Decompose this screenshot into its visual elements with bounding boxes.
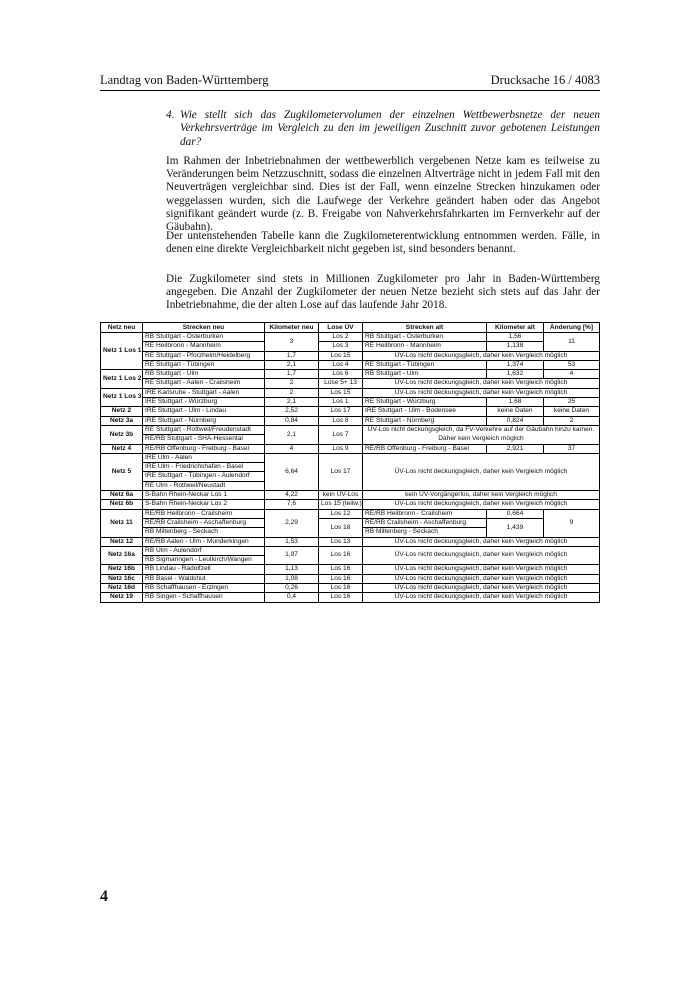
km-alt-cell: keine Daten bbox=[487, 407, 544, 416]
netz-cell: Netz 16d bbox=[101, 584, 143, 593]
netz-cell: Netz 3b bbox=[101, 425, 143, 444]
km-alt-cell: 1,632 bbox=[487, 370, 544, 379]
note-cell: ÜV-Los nicht deckungsgleich, daher kein Vergleich möglich bbox=[363, 351, 600, 360]
strecke-alt-cell: RE/RB Offenburg - Freiburg - Basel bbox=[363, 444, 487, 453]
table-row bbox=[101, 333, 600, 342]
km-cell: 2,1 bbox=[265, 398, 319, 407]
strecke-cell: RB Ulm - Aulendorf bbox=[143, 546, 265, 555]
table-row bbox=[101, 360, 600, 369]
strecke-alt-cell: RB Stuttgart - Ulm bbox=[363, 370, 487, 379]
los-cell: Los 17 bbox=[319, 453, 363, 490]
note-cell: ÜV-Los nicht deckungsgleich, daher kein Vergleich möglich bbox=[363, 565, 600, 574]
km-cell: 4,22 bbox=[265, 491, 319, 500]
km-alt-cell: 1,374 bbox=[487, 360, 544, 369]
strecke-cell: RB Basel - Waldshut bbox=[143, 574, 265, 583]
strecke-cell: IRE Stuttgart - Nürnberg bbox=[143, 416, 265, 425]
netz-cell: Netz 19 bbox=[101, 593, 143, 602]
strecke-cell: RB Sigmaringen - Leutkirch/Wangen bbox=[143, 556, 265, 565]
question-text: Wie stellt sich das Zugkilometervolumen der einzelnen Wettbewerbsnetze der neuen Verkehrsverträge im Vergleich zu den im jeweiligen Zuschnitt zuvor gebotenen Leistungen dar? bbox=[180, 109, 600, 148]
header-document-number: Drucksache 16 / 4083 bbox=[490, 73, 600, 87]
table-row bbox=[101, 593, 600, 602]
col-header-aenderung: Änderung [%] bbox=[544, 323, 600, 333]
note-cell: kein ÜV-Vorgängerlos, daher kein Vergleich möglich bbox=[363, 491, 600, 500]
km-cell: 2 bbox=[265, 379, 319, 388]
strecke-cell: IRE Ulm - Aalen bbox=[143, 453, 265, 462]
change-cell: 9 bbox=[544, 509, 600, 537]
note-cell: ÜV-Los nicht deckungsgleich, daher kein Vergleich möglich bbox=[363, 537, 600, 546]
table-row bbox=[101, 370, 600, 379]
question-number: 4. bbox=[166, 109, 175, 121]
change-cell: 4 bbox=[544, 370, 600, 379]
change-cell: keine Daten bbox=[544, 407, 600, 416]
km-alt-cell: 0,824 bbox=[487, 416, 544, 425]
km-cell: 1,53 bbox=[265, 537, 319, 546]
col-header-strecken-neu: Strecken neu bbox=[143, 323, 265, 333]
change-cell: 37 bbox=[544, 444, 600, 453]
table-row bbox=[101, 453, 600, 462]
los-cell: Los 17 bbox=[319, 407, 363, 416]
km-cell: 1,97 bbox=[265, 546, 319, 565]
los-cell: Los 16 bbox=[319, 546, 363, 565]
note-cell: ÜV-Los nicht deckungsgleich, da FV-Verkehre auf der Gäubahn hinzu kamen. Daher kein Vergleich möglich bbox=[363, 425, 600, 444]
km-alt-cell: 1,68 bbox=[487, 398, 544, 407]
los-cell: Los 13 bbox=[319, 537, 363, 546]
km-cell: 0,84 bbox=[265, 416, 319, 425]
los-cell: Los 8 bbox=[319, 416, 363, 425]
col-header-netz: Netz neu bbox=[101, 323, 143, 333]
km-cell: 4 bbox=[265, 444, 319, 453]
km-alt-cell: 1,439 bbox=[487, 518, 544, 537]
netz-cell: Netz 1 Los 2 bbox=[101, 370, 143, 389]
table-row bbox=[101, 509, 600, 518]
km-cell: 2,1 bbox=[265, 360, 319, 369]
km-alt-cell: 1,56 bbox=[487, 333, 544, 342]
los-cell: Los 15 bbox=[319, 388, 363, 397]
table-row bbox=[101, 425, 600, 434]
train-km-table bbox=[100, 322, 600, 603]
strecke-cell: IRE Stuttgart - Ulm - Lindau bbox=[143, 407, 265, 416]
los-cell: Los 16 bbox=[319, 574, 363, 583]
paragraph-units: Die Zugkilometer sind stets in Millionen Zugkilometer pro Jahr in Baden-Württemberg angegeben. Die Anzahl der Zugkilometer der neuen Netze bezieht sich stets auf das Jahr der Inbetriebnahme, die der alten Lose auf das laufende Jahr 2018. bbox=[166, 273, 600, 312]
page-number: 4 bbox=[100, 888, 108, 905]
netz-cell: Netz 16c bbox=[101, 574, 143, 583]
strecke-cell: RB Lindau - Radolfzell bbox=[143, 565, 265, 574]
table-row bbox=[101, 574, 600, 583]
km-cell: 2,52 bbox=[265, 407, 319, 416]
strecke-cell: RB Stuttgart - Osterburken bbox=[143, 333, 265, 342]
table-row bbox=[101, 537, 600, 546]
note-cell: ÜV-Los nicht deckungsgleich, daher kein Vergleich möglich bbox=[363, 453, 600, 490]
col-header-strecken-alt: Strecken alt bbox=[363, 323, 487, 333]
header-divider bbox=[100, 90, 600, 91]
paragraph-intro: Im Rahmen der Inbetriebnahmen der wettbewerblich vergebenen Netze kam es teilweise zu Veränderungen beim Netzzuschnitt, sodass die einzelnen Altverträge nicht in jedem Fall mit den Neuverträgen vergleichbar sind. Dies ist der Fall, wenn einzelne Strecken hinzukamen oder weggelassen wurden, sich die Laufwege der Verkehre geändert haben oder das Angebot signifikant geändert wurde (z. B. Freigabe von Nahverkehrsfahrkarten im Fernverkehr auf der Gäubahn). bbox=[166, 155, 600, 234]
note-cell: ÜV-Los nicht deckungsgleich, daher kein Vergleich möglich bbox=[363, 546, 600, 565]
km-cell: 3 bbox=[265, 333, 319, 352]
los-cell: Los 9 bbox=[319, 444, 363, 453]
table-row bbox=[101, 491, 600, 500]
table-row bbox=[101, 444, 600, 453]
km-cell: 1,13 bbox=[265, 565, 319, 574]
table-row bbox=[101, 379, 600, 388]
netz-cell: Netz 5 bbox=[101, 453, 143, 490]
note-cell: ÜV-Los nicht deckungsgleich, daher kein Vergleich möglich bbox=[363, 584, 600, 593]
strecke-cell: RB Stuttgart - Ulm bbox=[143, 370, 265, 379]
los-cell: Los 18 bbox=[319, 518, 363, 537]
km-cell: 0,26 bbox=[265, 584, 319, 593]
los-cell: Los 2 bbox=[319, 333, 363, 342]
table-row bbox=[101, 416, 600, 425]
col-header-km-neu: Kilometer neu bbox=[265, 323, 319, 333]
table-row bbox=[101, 500, 600, 509]
strecke-cell: RB Singen - Schaffhausen bbox=[143, 593, 265, 602]
los-cell: Los 16 bbox=[319, 593, 363, 602]
km-cell: 1,08 bbox=[265, 574, 319, 583]
strecke-cell: RE Heilbronn - Mannheim bbox=[143, 342, 265, 351]
strecke-cell: RB Schaffhausen - Erzingen bbox=[143, 584, 265, 593]
km-cell: 1,7 bbox=[265, 351, 319, 360]
netz-cell: Netz 6b bbox=[101, 500, 143, 509]
los-cell: kein ÜV-Los bbox=[319, 491, 363, 500]
table-row bbox=[101, 398, 600, 407]
header-parliament: Landtag von Baden-Württemberg bbox=[100, 73, 269, 87]
table-row bbox=[101, 351, 600, 360]
los-cell: Los 16 bbox=[319, 584, 363, 593]
los-cell: Los 15 bbox=[319, 351, 363, 360]
table-row bbox=[101, 407, 600, 416]
km-cell: 2 bbox=[265, 388, 319, 397]
note-cell: ÜV-Los nicht deckungsgleich, daher kein Vergleich möglich bbox=[363, 500, 600, 509]
netz-cell: Netz 1 Los 3 bbox=[101, 388, 143, 407]
strecke-cell: RB Miltenberg - Seckach bbox=[143, 528, 265, 537]
table-row bbox=[101, 565, 600, 574]
strecke-alt-cell: RE Stuttgart - Nürnberg bbox=[363, 416, 487, 425]
strecke-alt-cell: IRE Stuttgart - Ulm - Bodensee bbox=[363, 407, 487, 416]
strecke-cell: RE/RB Crailsheim - Aschaffenburg bbox=[143, 518, 265, 527]
netz-cell: Netz 16b bbox=[101, 565, 143, 574]
netz-cell: Netz 3a bbox=[101, 416, 143, 425]
strecke-cell: IRE Ulm - Friedrichshafen - Basel bbox=[143, 463, 265, 472]
strecke-cell: RE Stuttgart - Rottweil/Freudenstadt bbox=[143, 425, 265, 434]
table-row bbox=[101, 388, 600, 397]
netz-cell: Netz 1 Los 1 bbox=[101, 333, 143, 370]
change-cell: 25 bbox=[544, 398, 600, 407]
table-row bbox=[101, 518, 600, 527]
note-cell: ÜV-Los nicht deckungsgleich, daher kein Vergleich möglich bbox=[363, 593, 600, 602]
netz-cell: Netz 11 bbox=[101, 509, 143, 537]
change-cell: 53 bbox=[544, 360, 600, 369]
los-cell: Los 1 bbox=[319, 398, 363, 407]
strecke-cell: RE Stuttgart - Pforzheim/Heidelberg bbox=[143, 351, 265, 360]
los-cell: Los 16 bbox=[319, 565, 363, 574]
paragraph-table-reference: Der untenstehenden Tabelle kann die Zugkilometerentwicklung entnommen werden. Fälle, in denen eine direkte Vergleichbarkeit nicht gegeben ist, sind besonders benannt. bbox=[166, 230, 600, 256]
strecke-cell: IRE Karlsruhe - Stuttgart - Aalen bbox=[143, 388, 265, 397]
table-header-row bbox=[101, 323, 600, 333]
strecke-alt-cell: RE/RB Heilbronn - Crailsheim bbox=[363, 509, 487, 518]
strecke-cell: RE/RB Aalen - Ulm - Munderkingen bbox=[143, 537, 265, 546]
note-cell: ÜV-Los nicht deckungsgleich, daher kein Vergleich möglich bbox=[363, 379, 600, 388]
km-cell: 1,7 bbox=[265, 370, 319, 379]
change-cell: 2 bbox=[544, 416, 600, 425]
question-block bbox=[166, 109, 600, 149]
strecke-cell: IRE Stuttgart - Tübingen - Aulendorf bbox=[143, 472, 265, 481]
los-cell: Los 7 bbox=[319, 425, 363, 444]
strecke-cell: RE Ulm - Rottweil/Neustadt bbox=[143, 481, 265, 490]
strecke-alt-cell: RB Miltenberg - Seckach bbox=[363, 528, 487, 537]
strecke-alt-cell: RE Stuttgart - Würzburg bbox=[363, 398, 487, 407]
los-cell: Los 12 bbox=[319, 509, 363, 518]
km-alt-cell: 1,138 bbox=[487, 342, 544, 351]
strecke-cell: RE/RB Offenburg - Freiburg - Basel bbox=[143, 444, 265, 453]
los-cell: Los 3 bbox=[319, 342, 363, 351]
km-cell: 2,1 bbox=[265, 425, 319, 444]
strecke-alt-cell: RE/RB Crailsheim - Aschaffenburg bbox=[363, 518, 487, 527]
los-cell: Los 4 bbox=[319, 360, 363, 369]
table-row bbox=[101, 546, 600, 555]
km-cell: 0,4 bbox=[265, 593, 319, 602]
note-cell: ÜV-Los nicht deckungsgleich, daher kein Vergleich möglich bbox=[363, 574, 600, 583]
strecke-cell: S-Bahn Rhein-Neckar Los 2 bbox=[143, 500, 265, 509]
netz-cell: Netz 6a bbox=[101, 491, 143, 500]
km-cell: 7,6 bbox=[265, 500, 319, 509]
netz-cell: Netz 4 bbox=[101, 444, 143, 453]
netz-cell: Netz 16a bbox=[101, 546, 143, 565]
strecke-cell: RE/RB Heilbronn - Crailsheim bbox=[143, 509, 265, 518]
strecke-alt-cell: RB Stuttgart - Osterburken bbox=[363, 333, 487, 342]
strecke-cell: RE Stuttgart - Tübingen bbox=[143, 360, 265, 369]
los-cell: Los 6 bbox=[319, 370, 363, 379]
col-header-km-alt: Kilometer alt bbox=[487, 323, 544, 333]
table-row bbox=[101, 584, 600, 593]
strecke-alt-cell: RE Stuttgart - Tübingen bbox=[363, 360, 487, 369]
km-alt-cell: 0,664 bbox=[487, 509, 544, 518]
netz-cell: Netz 12 bbox=[101, 537, 143, 546]
strecke-cell: IRE Stuttgart - Würzburg bbox=[143, 398, 265, 407]
col-header-lose: Lose ÜV bbox=[319, 323, 363, 333]
note-cell: ÜV-Los nicht deckungsgleich, daher kein Vergleich möglich bbox=[363, 388, 600, 397]
strecke-cell: S-Bahn Rhein-Neckar Los 1 bbox=[143, 491, 265, 500]
los-cell: Lose 5+ 13 bbox=[319, 379, 363, 388]
netz-cell: Netz 2 bbox=[101, 407, 143, 416]
km-cell: 6,64 bbox=[265, 453, 319, 490]
strecke-cell: RE/RB Stuttgart - SHA-Hessental bbox=[143, 435, 265, 444]
km-cell: 2,29 bbox=[265, 509, 319, 537]
km-alt-cell: 2,921 bbox=[487, 444, 544, 453]
change-cell: 11 bbox=[544, 333, 600, 352]
strecke-alt-cell: RE Heilbronn - Mannheim bbox=[363, 342, 487, 351]
los-cell: Los 15 (teilw.) bbox=[319, 500, 363, 509]
table-row bbox=[101, 342, 600, 351]
strecke-cell: RE Stuttgart - Aalen - Crailsheim bbox=[143, 379, 265, 388]
